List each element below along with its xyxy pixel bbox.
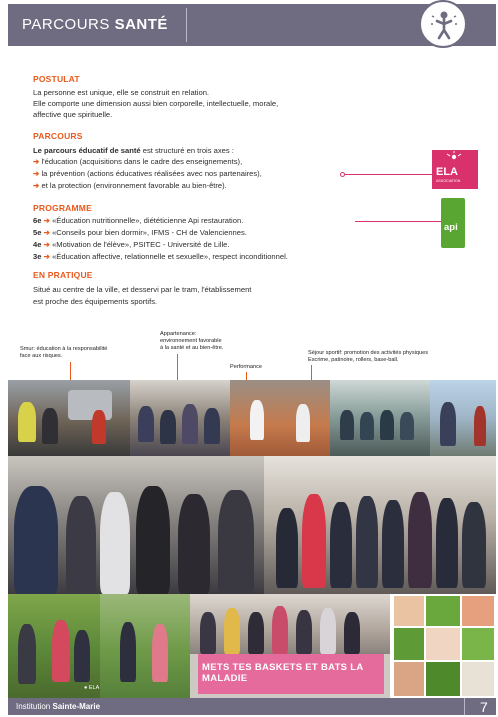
- photo-sejour: [330, 380, 430, 456]
- arrow-icon: ➔: [33, 181, 42, 190]
- ela-tag: ● ELA: [84, 685, 100, 691]
- photo-field-children: [8, 594, 100, 698]
- photo-field-race: [100, 594, 190, 698]
- footer-label: Institution Sainte-Marie: [16, 702, 101, 711]
- arrow-icon: ➔: [43, 216, 53, 225]
- photo-smur: [8, 380, 130, 456]
- programme-item: 4e ➔ «Motivation de l'élève», PSITEC - Université de Lille.: [33, 240, 230, 249]
- photo-group-event: [8, 456, 264, 594]
- connector-line: [355, 221, 441, 222]
- programme-item: 6e ➔ «Éducation nutritionnelle», diététicienne Api restauration.: [33, 216, 244, 225]
- caption-pointer: [70, 362, 71, 380]
- arrow-icon: ➔: [33, 169, 42, 178]
- ela-banner: METS TES BASKETS ET BATS LA MALADIE: [198, 654, 384, 694]
- arrow-icon: ➔: [43, 240, 53, 249]
- header-divider: [186, 8, 187, 42]
- pratique-line: est proche des équipements sportifs.: [33, 297, 158, 306]
- parcours-axis: ➔ et la protection (environnement favorable au bien-être).: [33, 181, 227, 190]
- connector-line: [345, 174, 432, 175]
- postulat-title: POSTULAT: [33, 74, 80, 84]
- page-number: 7: [480, 699, 488, 715]
- programme-title: PROGRAMME: [33, 203, 92, 213]
- photo-baseball: [430, 380, 496, 456]
- photo-appartenance: [130, 380, 230, 456]
- postulat-line: Elle comporte une dimension aussi bien corporelle, intellectuelle, morale,: [33, 99, 279, 108]
- caption-appartenance: Appartenance: environnement favorable à la santé et au bien-être.: [160, 331, 224, 351]
- arrow-icon: ➔: [43, 228, 53, 237]
- caption-pointer: [246, 372, 247, 380]
- pratique-line: Situé au centre de la ville, et desservi par le tram, l'établissement: [33, 285, 252, 294]
- caption-sejour: Séjour sportif: promotion des activités physiques Escrime, patinoire, rollers, base-ball.: [308, 350, 429, 363]
- pratique-title: EN PRATIQUE: [33, 270, 93, 280]
- caption-pointer: [311, 365, 312, 380]
- school-poster: [392, 594, 496, 698]
- photo-crowd-hall: [190, 594, 390, 654]
- page-title: PARCOURS SANTÉ: [22, 16, 168, 33]
- page-footer: [8, 698, 496, 715]
- parcours-title: PARCOURS: [33, 131, 83, 141]
- arrow-icon: ➔: [43, 252, 53, 261]
- ela-logo: ELA ASSOCIATION: [432, 150, 478, 189]
- caption-smur: Smur: éducation à la responsabilité face aux risques.: [20, 346, 108, 359]
- photo-performance: [230, 380, 330, 456]
- arrow-icon: ➔: [33, 157, 42, 166]
- person-stars-icon: [419, 0, 467, 48]
- postulat-line: affective que spirituelle.: [33, 110, 113, 119]
- parcours-intro: Le parcours éducatif de santé est structuré en trois axes :: [33, 146, 234, 155]
- postulat-line: La personne est unique, elle se construit en relation.: [33, 88, 210, 97]
- api-logo: api: [441, 198, 465, 248]
- caption-performance: Performance: [230, 364, 263, 370]
- programme-item: 3e ➔ «Éducation affective, relationnelle et sexuelle», respect inconditionnel.: [33, 252, 288, 261]
- parcours-axis: ➔ l'éducation (acquisitions dans le cadre des enseignements),: [33, 157, 243, 166]
- parcours-axis: ➔ la prévention (actions éducatives réalisées avec nos partenaires),: [33, 169, 262, 178]
- photo-group-students: [264, 456, 496, 594]
- caption-pointer: [177, 354, 178, 380]
- footer-divider: [464, 698, 465, 715]
- programme-item: 5e ➔ «Conseils pour bien dormir», IFMS - CH de Valenciennes.: [33, 228, 247, 237]
